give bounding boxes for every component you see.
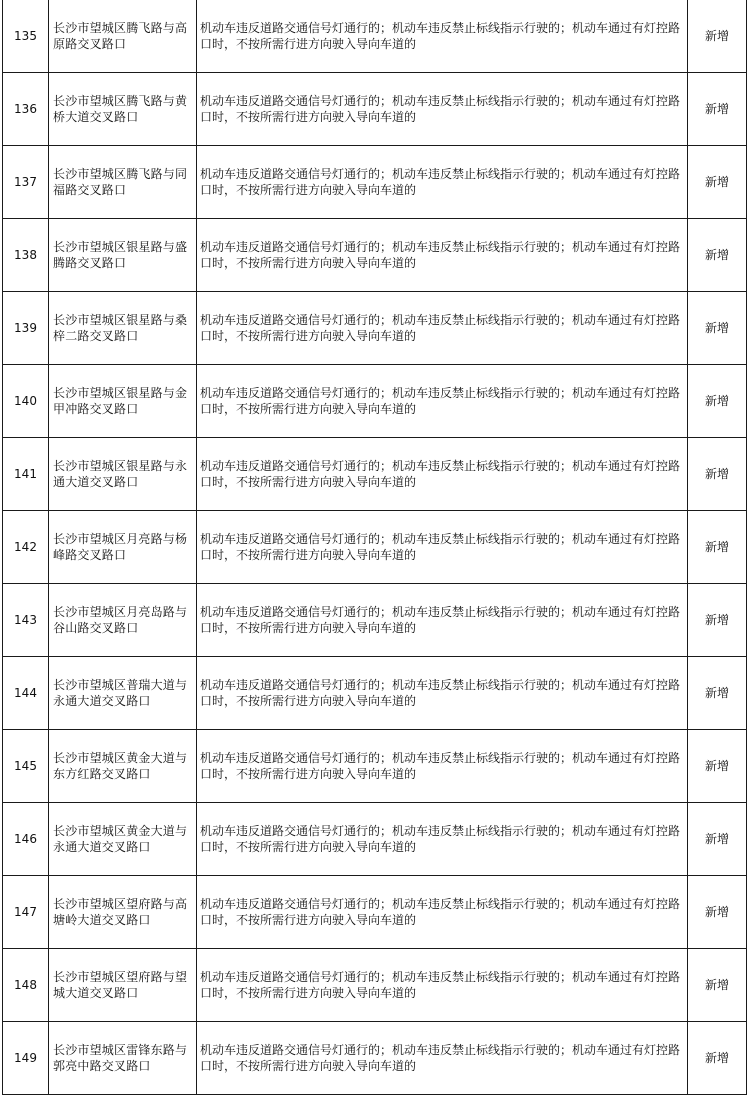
table-row [3,438,747,511]
violation-cell: 机动车违反道路交通信号灯通行的；机动车违反禁止标线指示行驶的；机动车通过有灯控路口时，不按所需行进方向驶入导向车道的 [197,730,688,803]
location-cell: 长沙市望城区望府路与高塘岭大道交叉路口 [49,876,197,949]
status-cell: 新增 [688,292,747,365]
violation-cell: 机动车违反道路交通信号灯通行的；机动车违反禁止标线指示行驶的；机动车通过有灯控路口时，不按所需行进方向驶入导向车道的 [197,146,688,219]
violation-cell: 机动车违反道路交通信号灯通行的；机动车违反禁止标线指示行驶的；机动车通过有灯控路口时，不按所需行进方向驶入导向车道的 [197,365,688,438]
row-number: 138 [3,219,49,292]
table-row [3,365,747,438]
table-row [3,657,747,730]
table-row [3,803,747,876]
row-number: 139 [3,292,49,365]
violation-cell: 机动车违反道路交通信号灯通行的；机动车违反禁止标线指示行驶的；机动车通过有灯控路口时，不按所需行进方向驶入导向车道的 [197,584,688,657]
row-number: 141 [3,438,49,511]
table-row [3,219,747,292]
location-cell: 长沙市望城区月亮岛路与谷山路交叉路口 [49,584,197,657]
row-number: 147 [3,876,49,949]
table-row [3,292,747,365]
location-cell: 长沙市望城区普瑞大道与永通大道交叉路口 [49,657,197,730]
violation-cell: 机动车违反道路交通信号灯通行的；机动车违反禁止标线指示行驶的；机动车通过有灯控路口时，不按所需行进方向驶入导向车道的 [197,438,688,511]
table-row [3,73,747,146]
row-number: 140 [3,365,49,438]
row-number: 146 [3,803,49,876]
violation-cell: 机动车违反道路交通信号灯通行的；机动车违反禁止标线指示行驶的；机动车通过有灯控路口时，不按所需行进方向驶入导向车道的 [197,0,688,73]
table-row [3,730,747,803]
violation-cell: 机动车违反道路交通信号灯通行的；机动车违反禁止标线指示行驶的；机动车通过有灯控路口时，不按所需行进方向驶入导向车道的 [197,1022,688,1095]
table-row [3,0,747,73]
status-cell: 新增 [688,876,747,949]
row-number: 142 [3,511,49,584]
row-number: 136 [3,73,49,146]
row-number: 143 [3,584,49,657]
violation-cell: 机动车违反道路交通信号灯通行的；机动车违反禁止标线指示行驶的；机动车通过有灯控路口时，不按所需行进方向驶入导向车道的 [197,803,688,876]
status-cell: 新增 [688,365,747,438]
row-number: 145 [3,730,49,803]
violation-cell: 机动车违反道路交通信号灯通行的；机动车违反禁止标线指示行驶的；机动车通过有灯控路口时，不按所需行进方向驶入导向车道的 [197,511,688,584]
status-cell: 新增 [688,219,747,292]
location-cell: 长沙市望城区银星路与金甲冲路交叉路口 [49,365,197,438]
row-number: 149 [3,1022,49,1095]
status-cell: 新增 [688,511,747,584]
table-row [3,511,747,584]
location-cell: 长沙市望城区银星路与桑梓二路交叉路口 [49,292,197,365]
violation-cell: 机动车违反道路交通信号灯通行的；机动车违反禁止标线指示行驶的；机动车通过有灯控路口时，不按所需行进方向驶入导向车道的 [197,219,688,292]
status-cell: 新增 [688,438,747,511]
status-cell: 新增 [688,146,747,219]
row-number: 135 [3,0,49,73]
violation-cell: 机动车违反道路交通信号灯通行的；机动车违反禁止标线指示行驶的；机动车通过有灯控路口时，不按所需行进方向驶入导向车道的 [197,949,688,1022]
status-cell: 新增 [688,657,747,730]
location-cell: 长沙市望城区黄金大道与永通大道交叉路口 [49,803,197,876]
status-cell: 新增 [688,803,747,876]
location-cell: 长沙市望城区月亮路与杨峰路交叉路口 [49,511,197,584]
location-cell: 长沙市望城区黄金大道与东方红路交叉路口 [49,730,197,803]
status-cell: 新增 [688,1022,747,1095]
status-cell: 新增 [688,949,747,1022]
location-cell: 长沙市望城区腾飞路与同福路交叉路口 [49,146,197,219]
violation-cell: 机动车违反道路交通信号灯通行的；机动车违反禁止标线指示行驶的；机动车通过有灯控路口时，不按所需行进方向驶入导向车道的 [197,657,688,730]
location-cell: 长沙市望城区银星路与永通大道交叉路口 [49,438,197,511]
location-cell: 长沙市望城区银星路与盛腾路交叉路口 [49,219,197,292]
table-row [3,584,747,657]
row-number: 148 [3,949,49,1022]
location-cell: 长沙市望城区雷锋东路与郭亮中路交叉路口 [49,1022,197,1095]
table-row [3,949,747,1022]
table-row [3,876,747,949]
row-number: 137 [3,146,49,219]
violation-cell: 机动车违反道路交通信号灯通行的；机动车违反禁止标线指示行驶的；机动车通过有灯控路口时，不按所需行进方向驶入导向车道的 [197,73,688,146]
table-row [3,1022,747,1095]
row-number: 144 [3,657,49,730]
violation-cell: 机动车违反道路交通信号灯通行的；机动车违反禁止标线指示行驶的；机动车通过有灯控路口时，不按所需行进方向驶入导向车道的 [197,876,688,949]
violation-cell: 机动车违反道路交通信号灯通行的；机动车违反禁止标线指示行驶的；机动车通过有灯控路口时，不按所需行进方向驶入导向车道的 [197,292,688,365]
status-cell: 新增 [688,0,747,73]
location-cell: 长沙市望城区腾飞路与黄桥大道交叉路口 [49,73,197,146]
location-cell: 长沙市望城区望府路与望城大道交叉路口 [49,949,197,1022]
location-cell: 长沙市望城区腾飞路与高原路交叉路口 [49,0,197,73]
status-cell: 新增 [688,584,747,657]
table-row [3,146,747,219]
status-cell: 新增 [688,730,747,803]
traffic-camera-table [2,0,747,1095]
status-cell: 新增 [688,73,747,146]
